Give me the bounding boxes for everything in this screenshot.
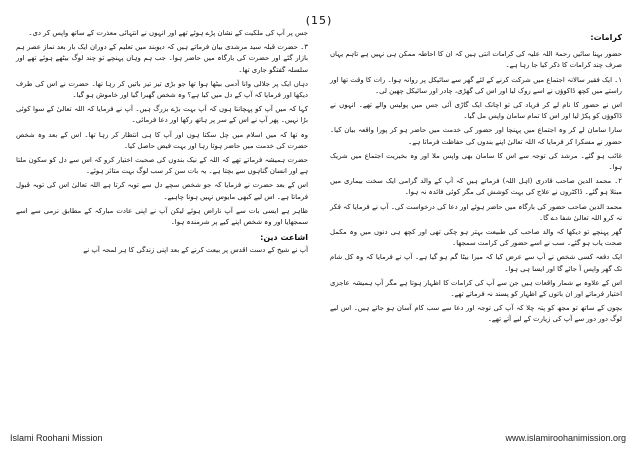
paragraph: اس کے بعد حضرت نے فرمایا کہ جو شخص سچے دل سے توبہ کرتا ہے اللہ تعالیٰ اس کی توبہ قبول فرماتا ہے۔ اس لیے کبھی مایوس نہیں ہونا چاہیے۔: [16, 181, 308, 201]
paragraph: حضور بہنا سائیں رحمۃ اللہ علیہ کی کرامات انتی ہیں کہ ان کا احاطہ ممکن ہی نہیں ہے تاہم یہاں صرف چند کرامات کا ذکر کیا جا رہا ہے۔: [330, 50, 622, 70]
section-heading-karamat: کرامات:: [590, 33, 622, 42]
paragraph: اس کے علاوہ بے شمار واقعات ہیں جن سے آپ کی کرامات کا اظہار ہوتا ہے مگر آپ ہمیشہ عاجزی اختیار فرماتے اور ان باتوں کے اظہار کو پسند نہ فرماتے تھے۔: [330, 278, 622, 299]
paragraph: غائب ہو گئے۔ مرشد کی توجہ سے اس کا سامان بھی واپس ملا اور وہ بخیریت اجتماع میں شریک ہوا۔: [330, 151, 622, 172]
paragraph: ۲۔ محمد الدین صاحب قادری (اہل اللہ) فرماتے ہیں کہ آپ کے والد گرامی ایک سخت بیماری میں مبتلا ہو گئے۔ ڈاکٹروں نے علاج کی بہت کوشش کی مگر کوئی فائدہ نہ ہوا۔: [330, 177, 622, 197]
footer-mission-name: Islami Roohani Mission: [10, 433, 103, 443]
left-column: [16, 28, 308, 260]
page-number: (15): [305, 14, 333, 27]
section-heading-ishaat: اشاعت دین:: [260, 233, 308, 243]
paragraph: سارا سامان لے کر وہ اجتماع میں پہنچا اور حضور کی خدمت میں حاضر ہو کر پورا واقعہ بیان کیا۔ حضور نے مسکرا کر فرمایا کہ اللہ تعالیٰ اپنے بندوں کی حفاظت فرماتا ہے۔: [330, 126, 622, 146]
paragraph: دہاں ایک پر جلالی وانا آدمی بیٹھا ہوا تھا جو بڑی تیز تیز باتیں کر رہا تھا۔ حضرت نے اس کی طرف دیکھا اور فرمایا کہ آپ کے دل میں کیا ہے؟ وہ شخص گھبرا گیا اور خاموش ہو گیا۔: [16, 79, 308, 100]
paragraph: حضرت ہمیشہ فرماتے تھے کہ اللہ کے نیک بندوں کی صحبت اختیار کرو کہ اس سے دل کو سکون ملتا ہے اور انسان گناہوں سے بچتا ہے۔ یہ بات سن کر سب لوگ بہت متاثر ہوئے۔: [16, 156, 308, 176]
footer-website-link[interactable]: www.islamiroohanimission.org: [505, 433, 626, 443]
paragraph: اس نے حضور کا نام لے کر فریاد کی تو اچانک ایک گاڑی آئی جس میں پولیس والے تھے۔ انہوں نے ڈاکوؤں کو پکڑ لیا اور اس کا تمام سامان واپس مل گیا۔: [330, 101, 622, 121]
right-column: [330, 28, 622, 329]
paragraph: گھر پہنچے تو دیکھا کہ والد صاحب کی طبیعت بہتر ہو چکی تھی اور کچھ ہی دنوں میں وہ مکمل صحت یاب ہو گئے۔ سب نے اسے حضور کی کرامت سمجھا۔: [330, 228, 622, 248]
paragraph: ۳۔ حضرت قبلہ سید مرشدی بیان فرماتے ہیں کہ دیوبند میں تعلیم کے دوران ایک بار بعد نماز عصر ہم بازار گئے اور حضرت کی بارگاہ میں حاضر ہوا۔ جب ہم وہاں پہنچے تو چند لوگ بیٹھے ہوئے تھے اور سلسلہ گفتگو جاری تھا۔: [16, 43, 308, 74]
paragraph: ایک دفعہ کسی شخص نے آپ سے عرض کیا کہ میرا بیٹا گم ہو گیا ہے۔ آپ نے فرمایا کہ وہ کل شام تک گھر واپس آ جائے گا اور ایسا ہی ہوا۔: [330, 253, 622, 273]
paragraph: آپ نے شیخ کے دست اقدس پر بیعت کرنے کے بعد اپنی زندگی کا ہر لمحہ آپ نے: [83, 246, 308, 255]
paragraph: بچوں کے ساتھ تو مجھ کو پتہ چلا کہ آپ کی توجہ اور دعا سے سب کام آسان ہو جاتے ہیں۔ اس لیے لوگ دور دور سے آپ کی زیارت کے لیے آتے تھے۔: [330, 304, 622, 324]
paragraph: وہ تھا کہ میں اسلام میں چل سکتا ہوں اور آپ کا ہی انتظار کر رہا تھا۔ اس کے بعد وہ شخص حضرت کی خدمت میں حاضر ہوتا رہا اور بہت فیض حاصل کیا۔: [16, 130, 308, 150]
paragraph: ۱۔ ایک فقیر سالانہ اجتماع میں شرکت کرنے کے لئے گھر سے سائیکل پر روانہ ہوا۔ رات کا وقت تھا اور راستے میں کچھ ڈاکوؤں نے اسے روک لیا اور اس کی گھڑی، چادر اور سائیکل چھین لی۔: [330, 75, 622, 95]
paragraph: ظاہر ہے ایسی بات سے آپ ناراض ہوئے لیکن آپ نے اپنی عادت مبارکہ کے مطابق نرمی سے اسے سمجھایا اور وہ شخص اپنے کیے پر شرمندہ ہوا۔: [16, 206, 308, 227]
paragraph: جس پر آپ کی ملکیت کے نشان پڑے ہوئے تھے اور انہوں نے انتہائی معذرت کے ساتھ واپس کر دی۔: [28, 29, 308, 37]
paragraph: محمد الدین صاحب حضور کی بارگاہ میں حاضر ہوئے اور دعا کی درخواست کی۔ آپ نے فرمایا کہ فکر نہ کرو اللہ تعالیٰ شفا دے گا۔: [330, 202, 622, 222]
paragraph: کہا کہ میں آپ کو پہچانتا ہوں کہ آپ بہت بڑے بزرگ ہیں۔ آپ نے فرمایا کہ اللہ تعالیٰ کے سوا کوئی بڑا نہیں۔ پھر آپ نے اس کے سر پر ہاتھ رکھا اور دعا فرمائی۔: [16, 105, 308, 125]
